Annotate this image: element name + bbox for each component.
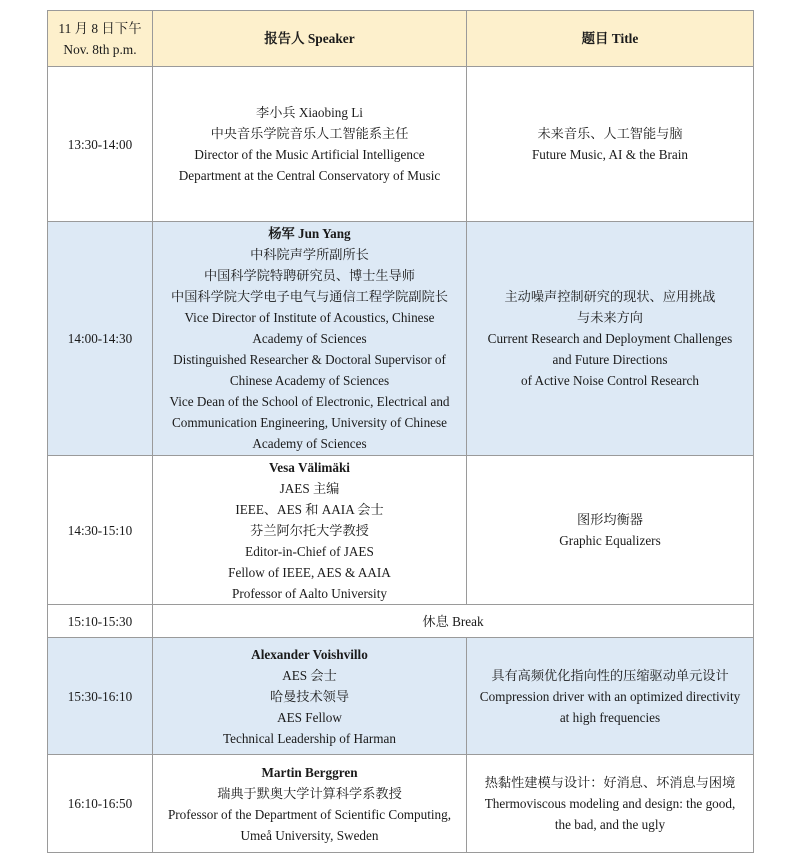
speaker-info: Technical Leadership of Harman	[223, 730, 396, 746]
title-line: 主动噪声控制研究的现状、应用挑战	[504, 289, 716, 304]
date-header	[48, 11, 153, 67]
speaker-info: AES 会士	[282, 667, 337, 683]
speaker-name: Vesa Välimäki	[269, 459, 350, 475]
speaker-info: Department at the Central Conservatory of Music	[178, 168, 441, 183]
speaker-cell	[153, 67, 467, 222]
header-row	[48, 11, 754, 67]
speaker-info: Academy of Sciences	[252, 331, 367, 346]
speaker-info: AES Fellow	[277, 709, 342, 725]
title-line: at high frequencies	[559, 709, 661, 725]
speaker-info: 瑞典于默奥大学计算科学系教授	[217, 785, 402, 801]
title-cell	[467, 456, 754, 605]
speaker-info: 芬兰阿尔托大学教授	[250, 522, 369, 538]
title-line: 图形均衡器	[577, 512, 643, 527]
title-line: 具有高频优化指向性的压缩驱动单元设计	[491, 667, 729, 683]
title-cell	[467, 755, 754, 853]
speaker-name: 李小兵 Xiaobing Li	[256, 105, 363, 120]
speaker-info: Director of the Music Artificial Intelligence	[194, 147, 425, 162]
title-line: the bad, and the ugly	[554, 817, 666, 832]
title-line: of Active Noise Control Research	[521, 373, 699, 388]
title-line: Current Research and Deployment Challenges	[487, 331, 733, 346]
speaker-info: Fellow of IEEE, AES & AAIA	[228, 564, 391, 580]
speaker-name: Martin Berggren	[261, 764, 358, 780]
speaker-info: Professor of the Department of Scientific Computing,	[167, 806, 452, 822]
date-en: Nov. 8th p.m.	[63, 41, 137, 57]
speaker-info: 中央音乐学院音乐人工智能系主任	[210, 126, 409, 141]
speaker-name: 杨军 Jun Yang	[268, 226, 351, 241]
time-cell: 16:10-16:50	[48, 755, 153, 853]
speaker-info: Vice Dean of the School of Electronic, Electrical and	[169, 394, 450, 409]
title-cell	[467, 638, 754, 755]
table-row	[48, 638, 754, 755]
table-row	[48, 67, 754, 222]
title-line: Graphic Equalizers	[559, 533, 661, 548]
title-cell	[467, 67, 754, 222]
title-line: Thermoviscous modeling and design: the good,	[484, 796, 736, 811]
title-line: Future Music, AI & the Brain	[531, 147, 689, 162]
speaker-info: 哈曼技术领导	[269, 688, 350, 704]
speaker-info: Chinese Academy of Sciences	[229, 373, 390, 388]
break-cell: 休息 Break	[153, 605, 754, 638]
date-cn: 11 月 8 日下午	[58, 20, 142, 36]
speaker-cell	[153, 456, 467, 605]
speaker-info: 中国科学院特聘研究员、博士生导师	[204, 268, 415, 283]
speaker-name: Alexander Voishvillo	[251, 646, 368, 662]
table-row	[48, 755, 754, 853]
title-line: 热黏性建模与设计：好消息、坏消息与困境	[484, 775, 736, 790]
title-line: and Future Directions	[552, 352, 668, 367]
table-row	[48, 222, 754, 456]
speaker-header: 报告人 Speaker	[153, 11, 467, 67]
title-header: 题目 Title	[467, 11, 754, 67]
speaker-info: JAES 主编	[279, 480, 340, 496]
schedule-table	[47, 10, 754, 853]
title-line: Compression driver with an optimized directivity	[479, 688, 741, 704]
speaker-info: Distinguished Researcher & Doctoral Supervisor of	[173, 352, 446, 367]
speaker-info: Communication Engineering, University of Chinese	[171, 415, 448, 430]
speaker-info: IEEE、AES 和 AAIA 会士	[235, 501, 384, 517]
speaker-info: 中国科学院大学电子电气与通信工程学院副院长	[171, 289, 448, 304]
title-line: 与未来方向	[577, 310, 643, 325]
table-row	[48, 456, 754, 605]
break-row	[48, 605, 754, 638]
speaker-cell	[153, 755, 467, 853]
time-cell: 14:00-14:30	[48, 222, 153, 456]
time-cell: 13:30-14:00	[48, 67, 153, 222]
time-cell: 15:30-16:10	[48, 638, 153, 755]
time-cell: 14:30-15:10	[48, 456, 153, 605]
speaker-info: Vice Director of Institute of Acoustics, Chinese	[184, 310, 435, 325]
time-cell: 15:10-15:30	[48, 605, 153, 638]
speaker-info: 中科院声学所副所长	[250, 247, 369, 262]
speaker-info: Umeå University, Sweden	[240, 827, 379, 843]
speaker-cell	[153, 638, 467, 755]
title-line: 未来音乐、人工智能与脑	[537, 126, 683, 141]
speaker-info: Editor-in-Chief of JAES	[245, 543, 374, 559]
speaker-info: Academy of Sciences	[252, 436, 367, 451]
speaker-cell	[153, 222, 467, 456]
title-cell	[467, 222, 754, 456]
speaker-info: Professor of Aalto University	[232, 585, 387, 601]
